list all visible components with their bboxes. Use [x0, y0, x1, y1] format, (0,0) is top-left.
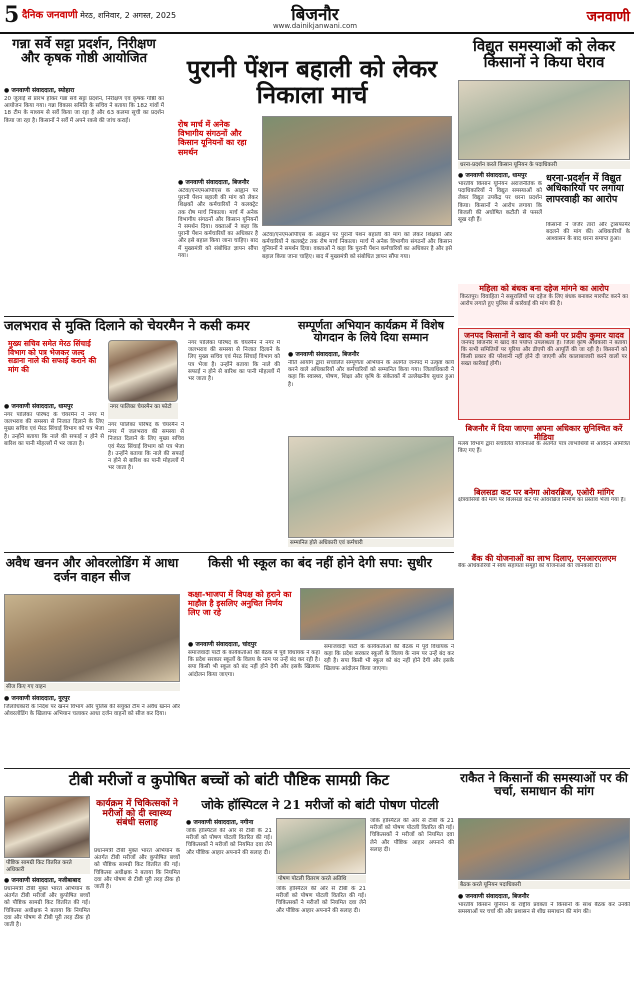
- hospital-byline: ● जनवाणी संवाददाता, नगीना: [186, 819, 254, 826]
- rakait-headline: राकैत ने किसानों की समस्याओं पर की चर्चा, समाधान की मांग: [460, 771, 628, 798]
- tb-body-cont: प्रधानमंत्री टीबी मुक्त भारत अभियान के अंतर्गत टीबी मरीजों और कुपोषित बच्चों को पौष्टिक सामग्री किट वितरित की गई। चिकित्सा अधीक्षक ने बताया कि नियमित दवा और पोषण से टीबी पूरी तरह ठीक हो जाती है।: [94, 848, 180, 891]
- divider-3: [4, 768, 630, 769]
- school-body: समाजवादी पार्टी के कार्यकर्ताओं की बैठक में पूर्व विधायक ने कहा कि प्रदेश सरकार स्कूलों के विलय के नाम पर उन्हें बंद कर रही है। सपा किसी भी स्कूल को बंद नहीं होने देगी और इसके खिलाफ आंदोलन किया जाएगा।: [188, 650, 320, 678]
- hospital-body-cont2: जोके हॉस्पिटल की ओर से टीबी के 21 मरीजों को पोषण पोटली वितरित की गई। चिकित्सकों ने मरीजों को नियमित दवा लेने और पौष्टिक आहार अपनाने की सलाह दी।: [370, 818, 454, 853]
- hospital-photo-caption: पोषण पोटली वितरण करते अतिथि: [276, 875, 366, 883]
- mining-body: जिलाधिकारी के निर्देश पर खनन विभाग और पुलिस की संयुक्त टीम ने अवैध खनन और ओवरलोडिंग के खिलाफ अभियान चलाकर आधा दर्जन वाहनों को सीज कर दिया।: [4, 704, 180, 718]
- school-story: [188, 640, 320, 764]
- rakait-photo: [458, 818, 630, 880]
- tb-photo: [4, 796, 90, 858]
- bank-headline: बैंक की योजनाओं का लाभ दिलाए, एनआरएलएम: [471, 553, 617, 563]
- page-number: 5: [4, 2, 20, 28]
- mining-story: [4, 694, 180, 764]
- campaign-body: नीति आयोग द्वारा संचालित सम्पूर्णता अभियान के अंतर्गत जनपद में उत्कृष्ट कार्य करने वाले अधिकारियों और कर्मचारियों को सम्मानित किया गया। जिलाधिकारी ने कहा कि स्वास्थ्य, पोषण, शिक्षा और कृषि के संकेतकों में उल्लेखनीय सुधार हुआ है।: [288, 360, 454, 388]
- fish-headline: बिजनौर में दिया जाएगा अपना अधिकार सुनिश्चित करें मीडिया: [465, 423, 623, 442]
- divider-1: [4, 316, 454, 317]
- electricity-body: भारतीय किसान यूनियन अराजनैतिक के पदाधिकारियों ने विद्युत समस्याओं को लेकर विद्युत उपकेंद्र पर धरना प्रदर्शन किया। किसानों ने आरोप लगाया कि बिजली की अघोषित कटौती से फसलें सूख रही हैं।: [458, 181, 542, 224]
- mining-photo: [4, 594, 180, 682]
- tb-story: [4, 876, 90, 984]
- rakait-byline: ● जनवाणी संवाददाता, बिजनौर: [458, 893, 529, 900]
- hospital-body-cont: जोके हॉस्पिटल की ओर से टीबी के 21 मरीजों को पोषण पोटली वितरित की गई। चिकित्सकों ने मरीजों को नियमित दवा लेने और पौष्टिक आहार अपनाने की सलाह दी।: [276, 886, 366, 914]
- school-headline: किसी भी स्कूल का बंद नहीं होने देगी सपा: सुधीर: [208, 555, 432, 570]
- school-byline: ● जनवाणी संवाददाता, चांदपुर: [188, 641, 257, 648]
- bilsanda-body: क्षेत्रवासियों की मांग पर बिलसडा कट पर ओवरब्रिज निर्माण का प्रस्ताव भेजा गया है।: [458, 496, 626, 503]
- survey-headline: गन्ना सर्वे सट्टा प्रदर्शन, निरीक्षण और कृषक गोष्ठी आयोजित: [12, 37, 156, 67]
- electricity-side-headline: धरना-प्रदर्शन में विद्युत अधिकारियों पर लगाया लापरवाही का आरोप: [546, 173, 624, 205]
- tb-body: प्रधानमंत्री टीबी मुक्त भारत अभियान के अंतर्गत टीबी मरीजों और कुपोषित बच्चों को पौष्टिक सामग्री किट वितरित की गई। चिकित्सा अधीक्षक ने बताया कि नियमित दवा और पोषण से टीबी पूरी तरह ठीक हो जाती है।: [4, 886, 90, 929]
- electricity-headline: विद्युत समस्याओं को लेकर किसानों ने किया घेराव: [473, 37, 615, 72]
- survey-body: 20 जुलाई से प्रारंभ होकर गन्ना सर्वे सट्टा प्रदर्शन, निरीक्षण एवं कृषक गोष्ठी का आयोजन किया गया। गन्ना विकास समिति के सचिव ने बताया कि 182 गांवों में 18 टीम के माध्यम से सर्वे किया जा रहा है और 63 कलमा सूची का प्रदर्शन किया जा रहा है। किसानों ने सर्वे में अपने रकबे की जांच कराई।: [4, 96, 164, 124]
- website-link[interactable]: www.dainikjanwani.com: [272, 22, 358, 30]
- mining-byline: ● जनवाणी संवाददाता, नूरपुर: [4, 695, 70, 702]
- chairman-subhead: मुख्य सचिव समेत मेरठ सिंचाई विभाग को पत्र भेजकर जल्द सडाना नाले की सफाई कराने की मांग की: [8, 339, 97, 374]
- chairman-body-cont: नगर पालिका परिषद के चेयरमैन ने नगर में जलभराव की समस्या से निजात दिलाने के लिए मुख्य सचिव एवं मेरठ सिंचाई विभाग को पत्र भेजा है। उन्होंने बताया कि नाले की सफाई न होने से बारिश का पानी मोहल्लों में भर जाता है।: [108, 422, 184, 472]
- campaign-photo-caption: सम्मानित होते अधिकारी एवं कर्मचारी: [288, 539, 454, 547]
- campaign-story: [288, 350, 454, 434]
- fish-story: [458, 424, 630, 484]
- chairman-headline: जलभराव से मुक्ति दिलाने को चेयरमैन ने कसी कमर: [4, 319, 250, 334]
- mining-headline: अवैध खनन और ओवरलोडिंग में आधा दर्जन वाहन सीज: [5, 555, 179, 584]
- bank-story: [458, 554, 630, 630]
- dowry-headline: महिला को बंधक बना दहेज मांगने का आरोप: [479, 283, 609, 293]
- pension-subhead: रोष मार्च में अनेक विभागीय संगठनों और किसान यूनियनों का रहा समर्थन: [178, 119, 247, 157]
- pension-byline: ● जनवाणी संवाददाता, बिजनौर: [178, 179, 249, 186]
- school-body-cont: समाजवादी पार्टी के कार्यकर्ताओं की बैठक में पूर्व विधायक ने कहा कि प्रदेश सरकार स्कूलों के विलय के नाम पर उन्हें बंद कर रही है। सपा किसी भी स्कूल को बंद नहीं होने देगी और इसके खिलाफ आंदोलन किया जाएगा।: [324, 644, 454, 672]
- rakait-story: [458, 892, 630, 984]
- hospital-story: [186, 818, 272, 984]
- bank-body: बैंक अधिकारियों ने स्वयं सहायता समूहों को योजनाओं की जानकारी दी।: [458, 562, 602, 569]
- khad-body: जनपद बिजनौर में खाद की पर्याप्त उपलब्धता है। जिला कृषि अधिकारी ने बताया कि सभी समितियों पर यूरिया और डीएपी की आपूर्ति की जा रही है। किसानों को किसी प्रकार की परेशानी नहीं होने दी जाएगी और कालाबाजारी करने वालों पर सख्त कार्रवाई होगी।: [461, 339, 627, 368]
- tb-byline: ● जनवाणी संवाददाता, नजीबाबाद: [4, 877, 81, 884]
- chairman-body-cont2: नगर पालिका परिषद के चेयरमैन ने नगर में जलभराव की समस्या से निजात दिलाने के लिए मुख्य सचिव एवं मेरठ सिंचाई विभाग को पत्र भेजा है। उन्होंने बताया कि नाले की सफाई न होने से बारिश का पानी मोहल्लों में भर जाता है।: [188, 340, 280, 383]
- school-subhead: कक्षा-भाजपा में विपक्ष को हराने का माहौल है इसलिए अनुचित निर्णय लिए जा रहे: [188, 589, 292, 618]
- khad-headline: जनपद किसानों ने खाद की कमी पर प्रदीप कुमार यादव: [464, 330, 624, 340]
- fish-body: मत्स्य विभाग द्वारा संचालित योजनाओं के अंतर्गत पात्र लाभार्थियों से आवेदन आमंत्रित किए गए हैं।: [458, 441, 630, 455]
- chairman-photo-caption: नगर पालिका चेयरमैन का फोटो: [108, 403, 178, 419]
- dateline: [22, 7, 176, 21]
- electricity-photo-caption: धरना-प्रदर्शन करते किसान यूनियन के पदाधिकारी: [458, 161, 630, 169]
- bilsanda-story: [458, 488, 630, 550]
- paper-logo: जनवाणी: [586, 9, 630, 25]
- tb-photo-caption: पौष्टिक सामग्री किट वितरित करते अधिकारी: [4, 859, 90, 874]
- divider-2: [4, 552, 454, 553]
- survey-story: [4, 86, 164, 314]
- pension-headline: पुरानी पेंशन बहाली को लेकर निकाला मार्च: [186, 54, 438, 109]
- mining-photo-caption: सीज किए गए वाहन: [4, 683, 180, 691]
- dowry-box: [458, 284, 630, 326]
- chairman-photo: [108, 340, 178, 402]
- campaign-byline: ● जनवाणी संवाददाता, बिजनौर: [288, 351, 359, 358]
- dowry-body: किरतपुर। विवाहिता ने ससुरालियों पर दहेज के लिए बंधक बनाकर मारपीट करने का आरोप लगाते हुए पुलिस से कार्रवाई की मांग की है।: [460, 293, 628, 307]
- section-title: बिजनौर: [291, 5, 339, 25]
- hospital-photo: [276, 818, 366, 874]
- page-header: [0, 0, 634, 34]
- electricity-story: [458, 171, 542, 281]
- pension-photo: [262, 116, 452, 226]
- rakait-body: भारतीय किसान यूनियन के राष्ट्रीय प्रवक्ता ने किसानों के साथ बैठक कर उनकी समस्याओं पर चर्चा की और प्रशासन से शीघ्र समाधान की मांग की।: [458, 902, 630, 916]
- campaign-headline: सम्पूर्णता अभियान कार्यक्रम में विशेष योगदान के लिये दिया सम्मान: [298, 319, 444, 344]
- electricity-side-body: किसानों ने जर्जर तारों और ट्रांसफार्मर बदलने की मांग की। अधिकारियों के आश्वासन के बाद धरना समाप्त हुआ।: [546, 222, 630, 243]
- chairman-story: [4, 402, 104, 552]
- tb-headline: टीबी मरीजों व कुपोषित बच्चों को बांटी पौष्टिक सामग्री किट: [68, 771, 390, 789]
- pension-body-cont: अटेवा/एनएमओपीएस के आह्वान पर पुरानी पेंशन बहाली की मांग को लेकर शिक्षकों और कर्मचारियों ने कलक्ट्रेट तक रोष मार्च निकाला। मार्च में अनेक विभागीय संगठनों और किसान यूनियनों ने समर्थन दिया। वक्ताओं ने कहा कि पुरानी पेंशन कर्मचारियों का अधिकार है और इसे बहाल किया जाना चाहिए। बाद में मुख्यमंत्री को संबोधित ज्ञापन सौंपा गया।: [262, 232, 452, 260]
- campaign-photo: [288, 436, 454, 538]
- electricity-photo: [458, 80, 630, 160]
- khad-box: [458, 328, 630, 420]
- hospital-headline: जोके हॉस्पिटल ने 21 मरीजों को बांटी पोषण पोटली: [201, 797, 439, 812]
- rakait-photo-caption: बैठक करते यूनियन पदाधिकारी: [458, 881, 630, 889]
- tb-side-headline: कार्यक्रम में चिकित्सकों ने मरीजों को दी स्वास्थ्य संबंधी सलाह: [96, 799, 178, 829]
- chairman-byline: ● जनवाणी संवाददाता, धामपुर: [4, 403, 73, 410]
- school-photo: [300, 588, 454, 640]
- hospital-body: जोके हॉस्पिटल की ओर से टीबी के 21 मरीजों को पोषण पोटली वितरित की गई। चिकित्सकों ने मरीजों को नियमित दवा लेने और पौष्टिक आहार अपनाने की सलाह दी।: [186, 828, 272, 856]
- pension-body: अटेवा/एनएमओपीएस के आह्वान पर पुरानी पेंशन बहाली की मांग को लेकर शिक्षकों और कर्मचारियों ने कलक्ट्रेट तक रोष मार्च निकाला। मार्च में अनेक विभागीय संगठनों और किसान यूनियनों ने समर्थन दिया। वक्ताओं ने कहा कि पुरानी पेंशन कर्मचारियों का अधिकार है और इसे बहाल किया जाना चाहिए। बाद में मुख्यमंत्री को संबोधित ज्ञापन सौंपा गया।: [178, 188, 258, 259]
- electricity-byline: ● जनवाणी संवाददाता, धामपुर: [458, 172, 527, 179]
- bilsanda-headline: बिलसडा कट पर बनेगा ओवरब्रिज, एओरी मांगिर: [473, 487, 615, 497]
- date-text: मेरठ, शनिवार, 2 अगस्त, 2025: [80, 11, 177, 20]
- pension-story: [178, 178, 258, 310]
- survey-byline: ● जनवाणी संवाददाता, स्योहारा: [4, 87, 75, 94]
- paper-name: दैनिक जनवाणी: [22, 10, 78, 21]
- chairman-body: नगर पालिका परिषद के चेयरमैन ने नगर में जलभराव की समस्या से निजात दिलाने के लिए मुख्य सचिव एवं मेरठ सिंचाई विभाग को पत्र भेजा है। उन्होंने बताया कि नाले की सफाई न होने से बारिश का पानी मोहल्लों में भर जाता है।: [4, 412, 104, 447]
